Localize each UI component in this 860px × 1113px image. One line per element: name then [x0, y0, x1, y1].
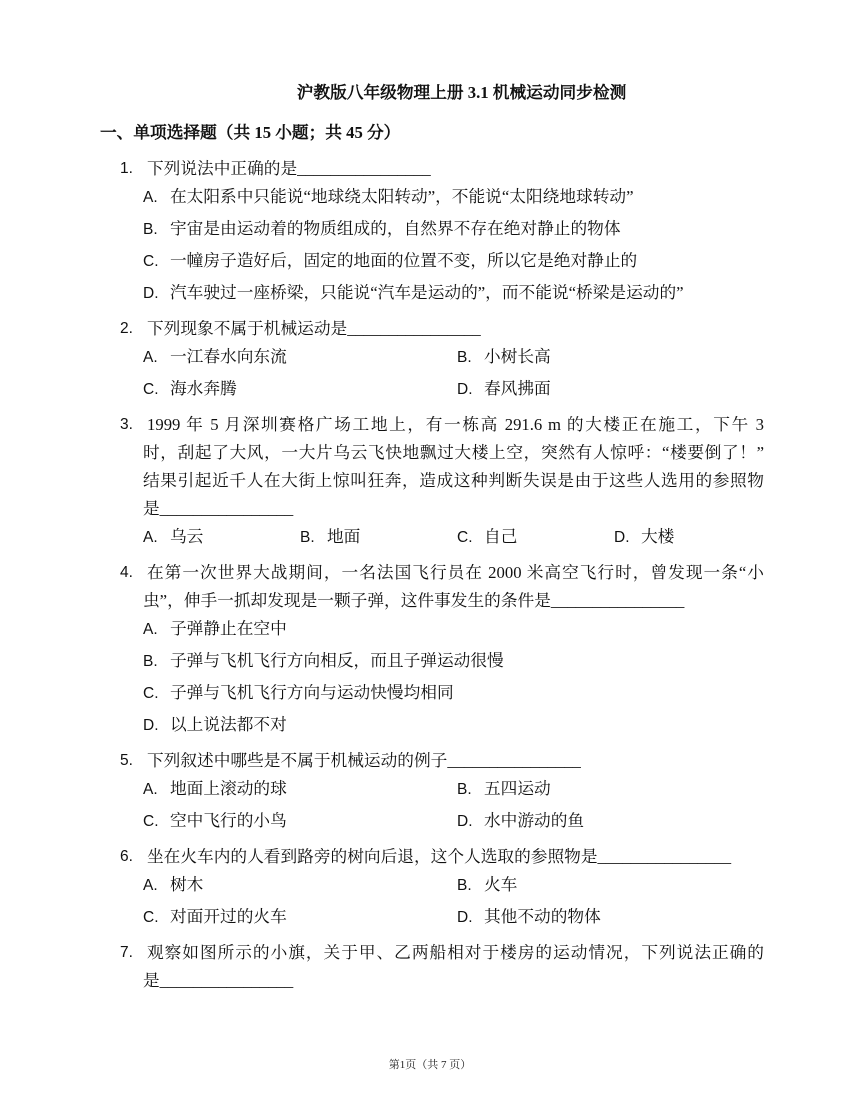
- option-text: 汽车驶过一座桥梁，只能说“汽车是运动的”，而不能说“桥梁是运动的”: [170, 283, 684, 302]
- option-letter: B.: [457, 877, 472, 894]
- question-number: 5.: [120, 752, 133, 769]
- option-c: [143, 245, 860, 277]
- question-stem: [143, 747, 764, 775]
- option-letter: B.: [457, 781, 472, 798]
- document-body: [0, 79, 860, 995]
- option-letter: D.: [457, 909, 473, 926]
- option-letter: B.: [143, 221, 158, 238]
- option-letter: A.: [143, 529, 158, 546]
- question-3: [0, 411, 860, 553]
- question-stem: [143, 315, 764, 343]
- question-number: 6.: [120, 848, 133, 865]
- option-b: [143, 213, 860, 245]
- option-letter: D.: [143, 717, 159, 734]
- option-c: [143, 805, 457, 837]
- option-d: [143, 709, 860, 741]
- question-number: 3.: [120, 416, 133, 433]
- option-letter: C.: [143, 253, 159, 270]
- option-text: 水中游动的鱼: [484, 811, 585, 830]
- document-title: 沪教版八年级物理上册 3.1 机械运动同步检测: [296, 83, 627, 102]
- option-letter: A.: [143, 781, 158, 798]
- question-2: [0, 315, 860, 405]
- option-text: 大楼: [641, 527, 675, 546]
- options-list: [143, 181, 860, 309]
- stem-line: 在第一次世界大战期间，一名法国飞行员在 2000 米高空飞行时，曾发现一条“小: [147, 563, 764, 582]
- question-stem: [143, 155, 764, 183]
- question-1: [0, 155, 860, 309]
- question-6: [0, 843, 860, 933]
- option-c: [143, 901, 457, 933]
- stem-line: 是________________: [143, 499, 294, 518]
- option-text: 海水奔腾: [170, 379, 237, 398]
- option-text: 一江春水向东流: [170, 347, 287, 366]
- stem-line: 结果引起近千人在大街上惊叫狂奔，造成这种判断失误是由于这些人选用的参照物: [143, 471, 764, 490]
- question-number: 1.: [120, 160, 133, 177]
- option-text: 小树长高: [484, 347, 551, 366]
- option-d: [457, 805, 771, 837]
- option-letter: D.: [614, 529, 630, 546]
- option-d: [457, 373, 771, 405]
- option-c: [143, 677, 860, 709]
- option-text: 子弹与飞机飞行方向相反，而且子弹运动很慢: [170, 651, 504, 670]
- option-a: [143, 869, 457, 901]
- question-stem: [143, 559, 764, 615]
- question-stem: [143, 939, 764, 995]
- option-letter: D.: [457, 381, 473, 398]
- option-text: 空中飞行的小鸟: [170, 811, 287, 830]
- stem-line: 时，刮起了大风，一大片乌云飞快地飘过大楼上空，突然有人惊呼：“楼要倒了！”: [143, 443, 764, 462]
- option-text: 乌云: [170, 527, 204, 546]
- option-d: [143, 277, 860, 309]
- option-letter: B.: [457, 349, 472, 366]
- option-letter: C.: [143, 685, 159, 702]
- question-number: 4.: [120, 564, 133, 581]
- stem-line: 虫”，伸手一抓却发现是一颗子弹，这件事发生的条件是________________: [143, 591, 685, 610]
- stem-line: 观察如图所示的小旗，关于甲、乙两船相对于楼房的运动情况，下列说法正确的: [147, 943, 764, 962]
- option-letter: B.: [143, 653, 158, 670]
- question-4: [0, 559, 860, 741]
- option-letter: D.: [457, 813, 473, 830]
- option-text: 子弹静止在空中: [170, 619, 287, 638]
- stem-line: 坐在火车内的人看到路旁的树向后退，这个人选取的参照物是________________: [147, 847, 732, 866]
- stem-line: 是________________: [143, 971, 294, 990]
- page-footer: 第1页（共 7 页）: [388, 1059, 472, 1071]
- option-d: [614, 521, 771, 553]
- option-a: [143, 181, 860, 213]
- option-b: [457, 869, 771, 901]
- option-letter: C.: [143, 909, 159, 926]
- stem-line: 1999 年 5 月深圳赛格广场工地上，有一栋高 291.6 m 的大楼正在施工，下午 3: [147, 415, 764, 434]
- option-letter: A.: [143, 189, 158, 206]
- option-text: 地面: [327, 527, 361, 546]
- option-d: [457, 901, 771, 933]
- question-number: 2.: [120, 320, 133, 337]
- question-stem: [143, 843, 764, 871]
- option-b: [457, 773, 771, 805]
- option-text: 自己: [484, 527, 518, 546]
- question-5: [0, 747, 860, 837]
- question-7: [0, 939, 860, 995]
- option-b: [300, 521, 457, 553]
- options-list: [143, 869, 860, 933]
- option-letter: C.: [143, 813, 159, 830]
- option-text: 宇宙是由运动着的物质组成的，自然界不存在绝对静止的物体: [170, 219, 621, 238]
- option-text: 其他不动的物体: [484, 907, 601, 926]
- options-list: [143, 341, 860, 405]
- option-text: 地面上滚动的球: [170, 779, 287, 798]
- question-number: 7.: [120, 944, 133, 961]
- option-c: [457, 521, 614, 553]
- stem-line: 下列叙述中哪些是不属于机械运动的例子________________: [147, 751, 581, 770]
- option-b: [457, 341, 771, 373]
- option-a: [143, 521, 300, 553]
- option-letter: A.: [143, 349, 158, 366]
- option-letter: B.: [300, 529, 315, 546]
- option-letter: C.: [457, 529, 473, 546]
- option-text: 春风拂面: [484, 379, 551, 398]
- option-letter: A.: [143, 621, 158, 638]
- option-text: 树木: [170, 875, 204, 894]
- options-list: [143, 521, 860, 553]
- option-text: 以上说法都不对: [170, 715, 287, 734]
- option-a: [143, 341, 457, 373]
- section-heading: 一、单项选择题（共 15 小题；共 45 分）: [100, 123, 401, 142]
- option-text: 在太阳系中只能说“地球绕太阳转动”，不能说“太阳绕地球转动”: [170, 187, 634, 206]
- options-list: [143, 613, 860, 741]
- option-a: [143, 773, 457, 805]
- option-text: 五四运动: [484, 779, 551, 798]
- options-list: [143, 773, 860, 837]
- option-a: [143, 613, 860, 645]
- option-c: [143, 373, 457, 405]
- option-text: 一幢房子造好后，固定的地面的位置不变，所以它是绝对静止的: [170, 251, 638, 270]
- option-text: 火车: [484, 875, 518, 894]
- option-text: 对面开过的火车: [170, 907, 287, 926]
- option-letter: C.: [143, 381, 159, 398]
- stem-line: 下列说法中正确的是________________: [147, 159, 431, 178]
- option-letter: A.: [143, 877, 158, 894]
- question-stem: [143, 411, 764, 523]
- option-letter: D.: [143, 285, 159, 302]
- option-text: 子弹与飞机飞行方向与运动快慢均相同: [170, 683, 454, 702]
- stem-line: 下列现象不属于机械运动是________________: [147, 319, 481, 338]
- option-b: [143, 645, 860, 677]
